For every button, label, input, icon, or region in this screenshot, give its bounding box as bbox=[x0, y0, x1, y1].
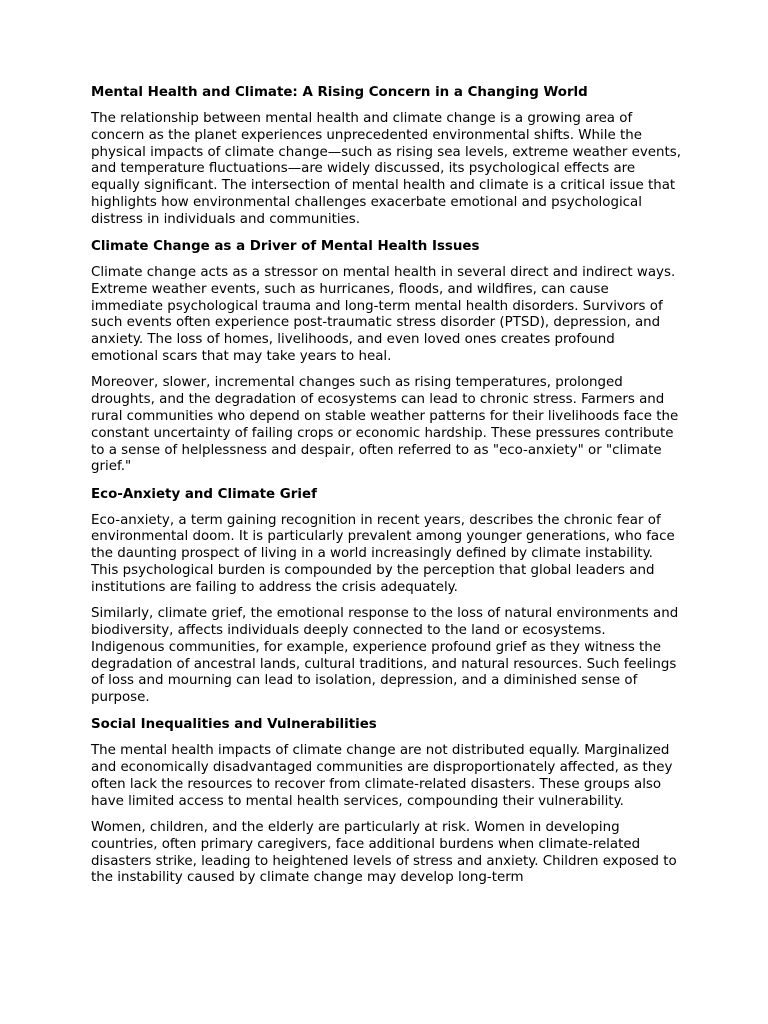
section-heading: Social Inequalities and Vulnerabilities bbox=[91, 717, 377, 733]
section-paragraph: Moreover, slower, incremental changes such as rising temperatures, prolonged droughts, and the degradation of ecosystems can lead to chronic stress. Farmers and rural communities who depend on stable weather patterns for their livelihoods face the constant uncertainty of failing crops or economic hardship. These pressures contribute to a sense of helplessness and despair, often referred to as "eco-anxiety" or "climate grief." bbox=[91, 375, 679, 475]
section-paragraph: Climate change acts as a stressor on mental health in several direct and indirect ways. Extreme weather events, such as hurricanes, floods, and wildfires, can cause immediate psychological trauma and long-term mental health disorders. Survivors of such events often experience post-traumatic stress disorder (PTSD), depression, and anxiety. The loss of homes, livelihoods, and even loved ones creates profound emotional scars that may take years to heal. bbox=[91, 265, 676, 365]
document-page bbox=[91, 84, 681, 897]
section-paragraph: Similarly, climate grief, the emotional response to the loss of natural environments and biodiversity, affects individuals deeply connected to the land or ecosystems. Indigenous communities, for example, experience profound grief as they witness the degradation of ancestral lands, cultural traditions, and natural resources. Such feelings of loss and mourning can lead to isolation, depression, and a diminished sense of purpose. bbox=[91, 606, 679, 706]
section-paragraph: Women, children, and the elderly are particularly at risk. Women in developing countries, often primary caregivers, face additional burdens when climate-related disasters strike, leading to heightened levels of stress and anxiety. Children exposed to the instability caused by climate change may develop long-term bbox=[91, 820, 677, 886]
section-heading: Eco-Anxiety and Climate Grief bbox=[91, 486, 317, 502]
document-title: Mental Health and Climate: A Rising Concern in a Changing World bbox=[91, 85, 588, 100]
section-eco-anxiety bbox=[91, 486, 681, 707]
section-paragraph: Eco-anxiety, a term gaining recognition in recent years, describes the chronic fear of environmental doom. It is particularly prevalent among younger generations, who face the daunting prospect of living in a world increasingly defined by climate instability. This psychological burden is compounded by the perception that global leaders and institutions are failing to address the crisis adequately. bbox=[91, 512, 675, 595]
section-heading: Climate Change as a Driver of Mental Health Issues bbox=[91, 239, 480, 255]
section-social-inequalities bbox=[91, 716, 681, 887]
intro-paragraph: The relationship between mental health and climate change is a growing area of concern as the planet experiences unprecedented environmental shifts. While the physical impacts of climate change—such as rising sea levels, extreme weather events, and temperature fluctuations—are widely discussed, its psychological effects are equally significant. The intersection of mental health and climate is a critical issue that highlights how environmental challenges exacerbate emotional and psychological distress in individuals and communities. bbox=[91, 111, 681, 227]
section-climate-driver bbox=[91, 238, 681, 476]
section-paragraph: The mental health impacts of climate change are not distributed equally. Marginalized and economically disadvantaged communities are disproportionately affected, as they often lack the resources to recover from climate-related disasters. These groups also have limited access to mental health services, compounding their vulnerability. bbox=[91, 743, 673, 809]
